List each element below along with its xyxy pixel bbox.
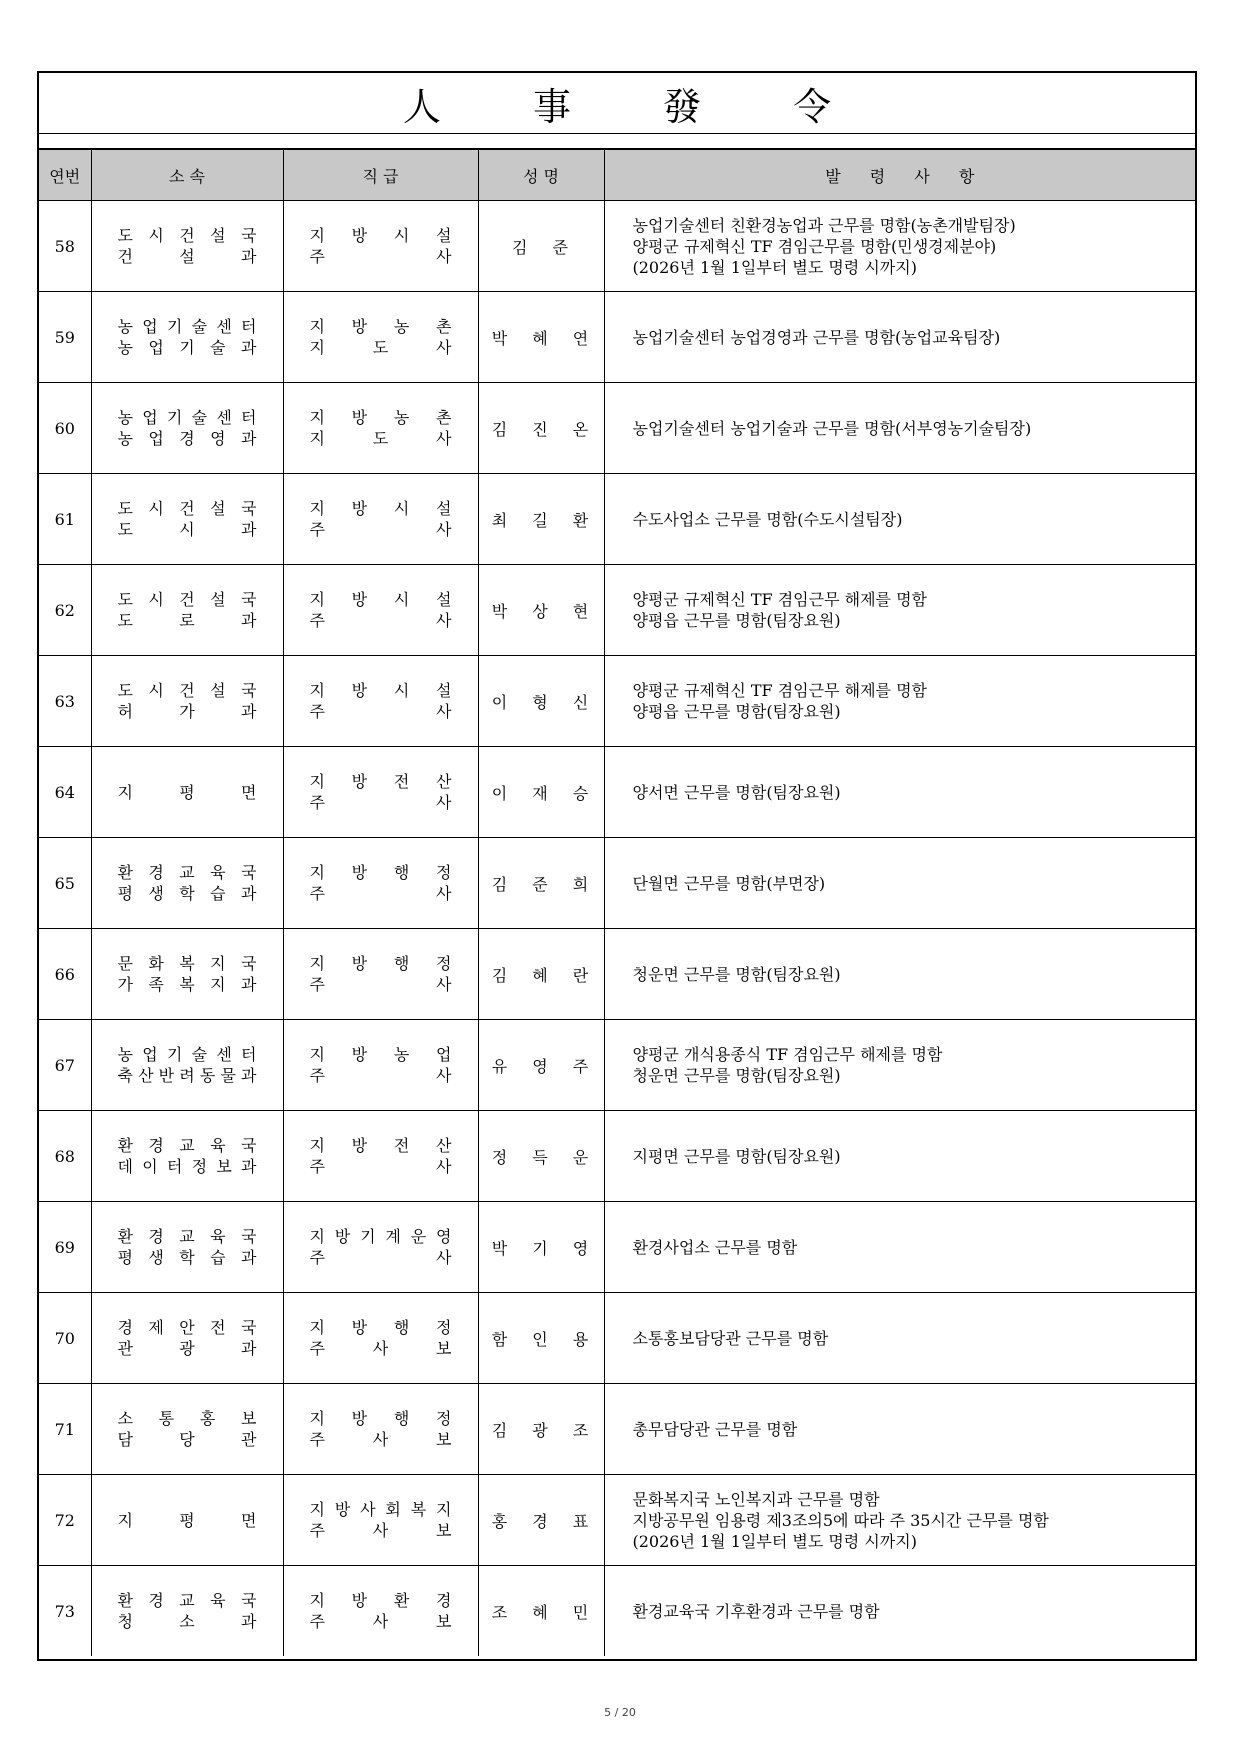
person-name: 유 영 주 — [478, 1020, 604, 1111]
table-row — [39, 747, 1195, 838]
department-cell — [91, 1020, 283, 1111]
person-name: 김 준 — [478, 201, 604, 292]
department-line: 지 평 면 — [117, 1510, 257, 1530]
appointment-notes — [604, 838, 1195, 929]
row-number: 71 — [39, 1384, 91, 1475]
row-number: 64 — [39, 747, 91, 838]
title-box — [39, 73, 1195, 133]
department-cell — [91, 1202, 283, 1293]
department-cell — [91, 474, 283, 565]
notes-line: 양평군 규제혁신 TF 겸임근무를 명함(민생경제분야) — [632, 236, 997, 256]
notes-line: (2026년 1월 1일부터 별도 명령 시까지) — [632, 1531, 917, 1551]
department-line: 도 로 과 — [117, 611, 257, 630]
department-line: 농 업 기 술 센 터 — [117, 1045, 257, 1064]
header-name: 성 명 — [478, 149, 604, 201]
department-line: 건 설 과 — [117, 247, 257, 266]
table-row — [39, 1020, 1195, 1111]
notes-line: 지평면 근무를 명함(팀장요원) — [632, 1146, 841, 1166]
notes-line: 총무담당관 근무를 명함 — [632, 1419, 798, 1439]
rank-line: 지 방 행 정 — [309, 1409, 452, 1428]
person-name: 박 기 영 — [478, 1202, 604, 1293]
notes-line: 농업기술센터 농업기술과 근무를 명함(서부영농기술팀장) — [632, 418, 1032, 438]
row-number: 59 — [39, 292, 91, 383]
rank-cell — [283, 929, 478, 1020]
appointment-notes — [604, 1020, 1195, 1111]
notes-line: 수도사업소 근무를 명함(수도시설팀장) — [632, 509, 903, 529]
person-name: 김 진 온 — [478, 383, 604, 474]
department-cell — [91, 565, 283, 656]
table-row — [39, 1384, 1195, 1475]
notes-line: 환경사업소 근무를 명함 — [632, 1237, 798, 1257]
rank-line: 지 도 사 — [309, 429, 452, 448]
appointment-notes — [604, 1202, 1195, 1293]
rank-line: 지 방 기 계 운 영 — [309, 1227, 452, 1246]
department-line: 환 경 교 육 국 — [117, 863, 257, 882]
appointment-notes — [604, 1293, 1195, 1384]
rank-line: 주 사 — [309, 1248, 452, 1267]
table-row — [39, 292, 1195, 383]
rank-cell — [283, 383, 478, 474]
department-cell — [91, 1111, 283, 1202]
notes-line: 농업기술센터 친환경농업과 근무를 명함(농촌개발팀장) — [632, 215, 1016, 235]
rank-line: 지 방 시 설 — [309, 590, 452, 609]
rank-line: 주 사 — [309, 1157, 452, 1176]
person-name: 김 혜 란 — [478, 929, 604, 1020]
department-line: 도 시 건 설 국 — [117, 681, 257, 700]
rank-cell — [283, 474, 478, 565]
person-name: 최 길 환 — [478, 474, 604, 565]
rank-line: 주 사 보 — [309, 1612, 452, 1631]
department-line: 문 화 복 지 국 — [117, 954, 257, 973]
department-cell — [91, 838, 283, 929]
table-body — [39, 201, 1195, 1657]
person-name: 이 재 승 — [478, 747, 604, 838]
department-cell — [91, 1384, 283, 1475]
person-name: 조 혜 민 — [478, 1566, 604, 1657]
department-line: 환 경 교 육 국 — [117, 1227, 257, 1246]
person-name: 정 득 운 — [478, 1111, 604, 1202]
notes-line: 양평읍 근무를 명함(팀장요원) — [632, 702, 841, 721]
appointment-notes — [604, 474, 1195, 565]
person-name: 함 인 용 — [478, 1293, 604, 1384]
department-cell — [91, 292, 283, 383]
notes-line: 환경교육국 기후환경과 근무를 명함 — [632, 1601, 880, 1621]
department-cell — [91, 1475, 283, 1566]
department-cell — [91, 656, 283, 747]
table-row — [39, 201, 1195, 292]
row-number: 68 — [39, 1111, 91, 1202]
department-cell — [91, 1566, 283, 1657]
appointment-notes — [604, 1384, 1195, 1475]
department-line: 농 업 경 영 과 — [117, 429, 257, 448]
row-number: 62 — [39, 565, 91, 656]
rank-line: 지 방 환 경 — [309, 1591, 452, 1610]
table-row — [39, 474, 1195, 565]
department-cell — [91, 201, 283, 292]
notes-line: (2026년 1월 1일부터 별도 명령 시까지) — [632, 257, 917, 277]
rank-cell — [283, 1111, 478, 1202]
person-name: 박 상 현 — [478, 565, 604, 656]
rank-line: 지 방 시 설 — [309, 681, 452, 700]
personnel-table — [39, 148, 1195, 1656]
table-row — [39, 1566, 1195, 1657]
document-frame — [37, 71, 1197, 1661]
department-line: 관 광 과 — [117, 1339, 257, 1358]
rank-line: 주 사 보 — [309, 1430, 452, 1449]
title-separator — [39, 133, 1195, 148]
appointment-notes — [604, 565, 1195, 656]
row-number: 63 — [39, 656, 91, 747]
row-number: 61 — [39, 474, 91, 565]
rank-line: 주 사 — [309, 611, 452, 630]
department-cell — [91, 747, 283, 838]
notes-line: 청운면 근무를 명함(팀장요원) — [632, 1066, 841, 1085]
department-cell — [91, 1293, 283, 1384]
rank-cell — [283, 1384, 478, 1475]
rank-cell — [283, 292, 478, 383]
header-row — [39, 149, 1195, 201]
row-number: 60 — [39, 383, 91, 474]
appointment-notes — [604, 383, 1195, 474]
department-line: 도 시 건 설 국 — [117, 226, 257, 245]
table-row — [39, 1475, 1195, 1566]
table-row — [39, 656, 1195, 747]
notes-line: 양평군 규제혁신 TF 겸임근무 해제를 명함 — [632, 590, 927, 609]
notes-line: 양평군 개식용종식 TF 겸임근무 해제를 명함 — [632, 1045, 943, 1064]
rank-line: 주 사 — [309, 702, 452, 721]
table-row — [39, 1111, 1195, 1202]
department-line: 청 소 과 — [117, 1612, 257, 1631]
table-row — [39, 838, 1195, 929]
row-number: 67 — [39, 1020, 91, 1111]
department-line: 평 생 학 습 과 — [117, 1248, 257, 1267]
row-number: 73 — [39, 1566, 91, 1657]
notes-line: 지방공무원 임용령 제3조의5에 따라 주 35시간 근무를 명함 — [632, 1510, 1049, 1530]
notes-line: 문화복지국 노인복지과 근무를 명함 — [632, 1489, 880, 1509]
department-cell — [91, 383, 283, 474]
rank-cell — [283, 1293, 478, 1384]
rank-line: 지 방 전 산 — [309, 772, 452, 791]
rank-cell — [283, 565, 478, 656]
rank-cell — [283, 656, 478, 747]
appointment-notes — [604, 292, 1195, 383]
person-name: 이 형 신 — [478, 656, 604, 747]
department-line: 경 제 안 전 국 — [117, 1318, 257, 1337]
rank-line: 지 방 농 촌 — [309, 408, 452, 427]
appointment-notes — [604, 929, 1195, 1020]
department-cell — [91, 929, 283, 1020]
rank-cell — [283, 838, 478, 929]
department-line: 환 경 교 육 국 — [117, 1136, 257, 1155]
department-line: 가 족 복 지 과 — [117, 975, 257, 994]
rank-cell — [283, 1566, 478, 1657]
person-name: 김 광 조 — [478, 1384, 604, 1475]
rank-line: 지 방 농 촌 — [309, 317, 452, 336]
appointment-notes — [604, 747, 1195, 838]
row-number: 70 — [39, 1293, 91, 1384]
table-row — [39, 383, 1195, 474]
rank-line: 주 사 보 — [309, 1339, 452, 1358]
notes-line: 소통홍보담당관 근무를 명함 — [632, 1328, 829, 1348]
row-number: 69 — [39, 1202, 91, 1293]
department-line: 허 가 과 — [117, 702, 257, 721]
rank-line: 주 사 — [309, 884, 452, 903]
rank-line: 지 도 사 — [309, 338, 452, 357]
notes-line: 단월면 근무를 명함(부면장) — [632, 873, 826, 893]
person-name: 박 혜 연 — [478, 292, 604, 383]
department-line: 데 이 터 정 보 과 — [117, 1157, 257, 1176]
rank-line: 주 사 — [309, 247, 452, 266]
department-line: 농 업 기 술 센 터 — [117, 408, 257, 427]
page-indicator: 5 / 20 — [604, 1706, 636, 1719]
table-row — [39, 929, 1195, 1020]
person-name: 홍 경 표 — [478, 1475, 604, 1566]
appointment-notes — [604, 1566, 1195, 1657]
rank-cell — [283, 1020, 478, 1111]
notes-line: 청운면 근무를 명함(팀장요원) — [632, 964, 841, 984]
rank-line: 지 방 전 산 — [309, 1136, 452, 1155]
appointment-notes — [604, 1111, 1195, 1202]
notes-line: 양서면 근무를 명함(팀장요원) — [632, 782, 841, 802]
rank-cell — [283, 1475, 478, 1566]
header-no: 연번 — [39, 149, 91, 201]
row-number: 65 — [39, 838, 91, 929]
department-line: 지 평 면 — [117, 782, 257, 802]
appointment-notes — [604, 201, 1195, 292]
department-line: 평 생 학 습 과 — [117, 884, 257, 903]
department-line: 도 시 건 설 국 — [117, 590, 257, 609]
rank-line: 지 방 행 정 — [309, 863, 452, 882]
table-row — [39, 1202, 1195, 1293]
rank-cell — [283, 747, 478, 838]
department-line: 소 통 홍 보 — [117, 1409, 257, 1428]
person-name: 김 준 희 — [478, 838, 604, 929]
rank-line: 지 방 사 회 복 지 — [309, 1500, 452, 1519]
table-row — [39, 565, 1195, 656]
appointment-notes — [604, 656, 1195, 747]
header-department: 소 속 — [91, 149, 283, 201]
rank-line: 주 사 — [309, 975, 452, 994]
rank-line: 지 방 행 정 — [309, 1318, 452, 1337]
row-number: 72 — [39, 1475, 91, 1566]
rank-cell — [283, 1202, 478, 1293]
rank-line: 지 방 농 업 — [309, 1045, 452, 1064]
rank-line: 지 방 행 정 — [309, 954, 452, 973]
document-title: 人 事 發 令 — [402, 84, 872, 129]
department-line: 담 당 관 — [117, 1430, 257, 1449]
department-line: 환 경 교 육 국 — [117, 1591, 257, 1610]
header-rank: 직 급 — [283, 149, 478, 201]
department-line: 도 시 과 — [117, 520, 257, 539]
department-line: 농 업 기 술 과 — [117, 338, 257, 357]
header-notes: 발 령 사 항 — [604, 149, 1195, 201]
rank-line: 주 사 — [309, 520, 452, 539]
notes-line: 농업기술센터 농업경영과 근무를 명함(농업교육팀장) — [632, 327, 1001, 347]
rank-line: 지 방 시 설 — [309, 226, 452, 245]
rank-line: 주 사 보 — [309, 1521, 452, 1540]
notes-line: 양평읍 근무를 명함(팀장요원) — [632, 611, 841, 630]
department-line: 도 시 건 설 국 — [117, 499, 257, 518]
rank-line: 주 사 — [309, 1066, 452, 1085]
rank-cell — [283, 201, 478, 292]
rank-line: 지 방 시 설 — [309, 499, 452, 518]
department-line: 축 산 반 려 동 물 과 — [117, 1066, 257, 1085]
appointment-notes — [604, 1475, 1195, 1566]
notes-line: 양평군 규제혁신 TF 겸임근무 해제를 명함 — [632, 681, 927, 700]
table-row — [39, 1293, 1195, 1384]
row-number: 58 — [39, 201, 91, 292]
department-line: 농 업 기 술 센 터 — [117, 317, 257, 336]
rank-line: 주 사 — [309, 793, 452, 812]
row-number: 66 — [39, 929, 91, 1020]
